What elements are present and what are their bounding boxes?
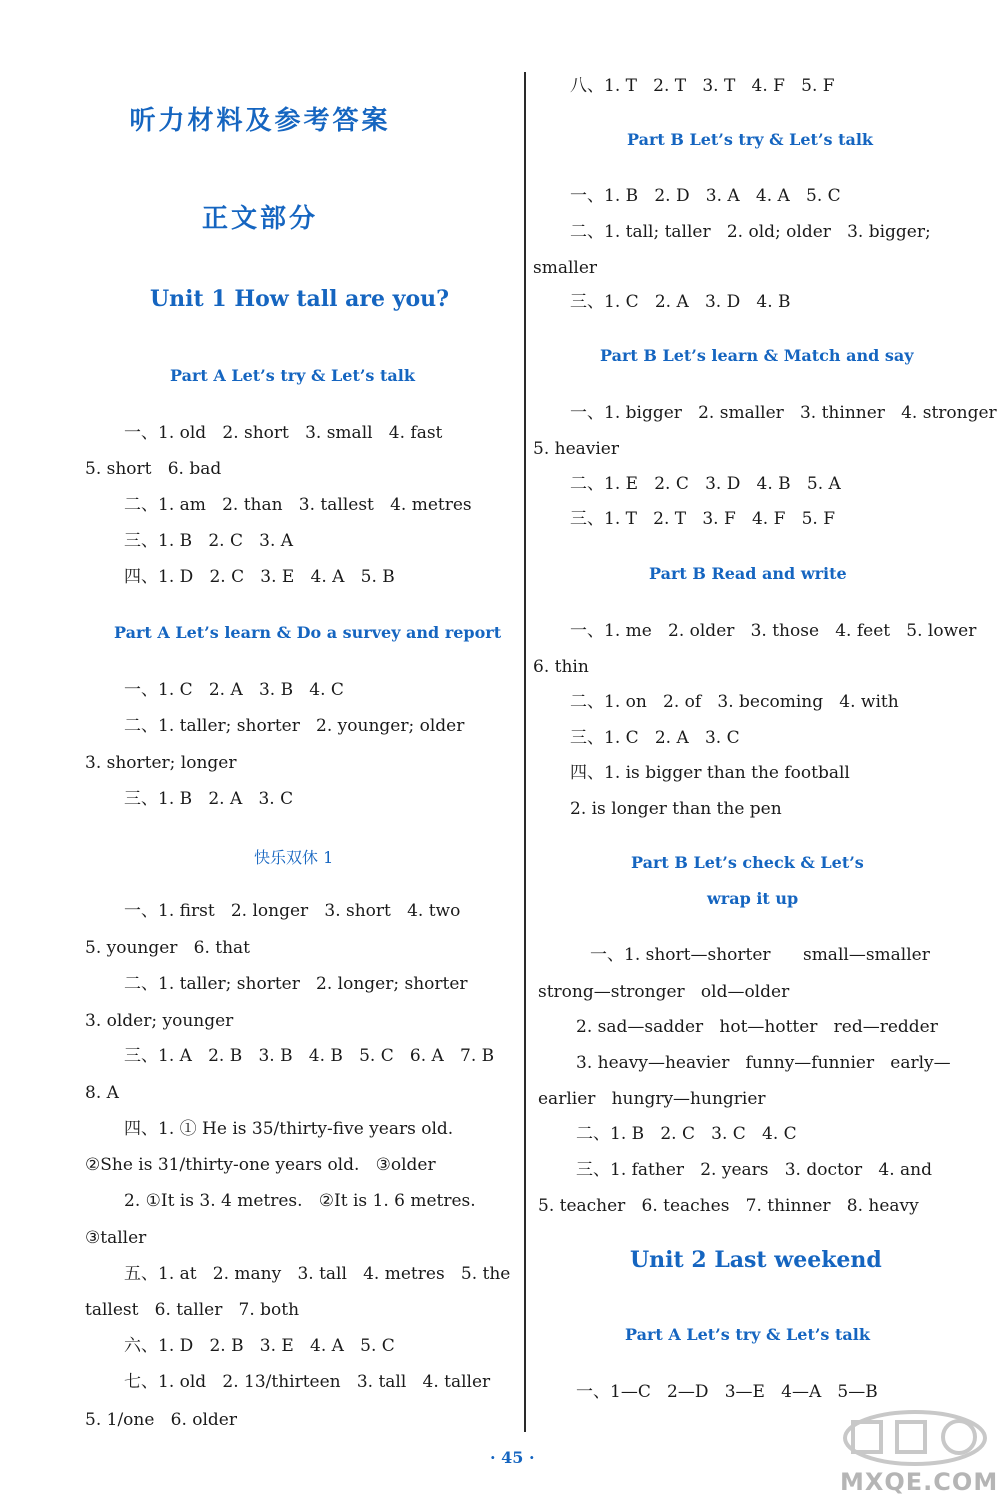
answer-line: strong—stronger old—older bbox=[538, 982, 790, 1002]
answer-line: 一、1. short—shorter small—smaller bbox=[590, 945, 930, 965]
answer-line: 2. is longer than the pen bbox=[570, 799, 782, 819]
answer-line: 六、1. D 2. B 3. E 4. A 5. C bbox=[124, 1336, 395, 1356]
answer-line: 七、1. old 2. 13/thirteen 3. tall 4. taller bbox=[124, 1372, 491, 1392]
unit-1-title: Unit 1 How tall are you? bbox=[150, 286, 450, 312]
answer-line: 5. 1/one 6. older bbox=[85, 1410, 237, 1430]
answer-line: 三、1. C 2. A 3. C bbox=[570, 728, 740, 748]
section-heading-cont: wrap it up bbox=[707, 889, 799, 908]
answer-line: 二、1. B 2. C 3. C 4. C bbox=[576, 1124, 797, 1144]
answer-line: tallest 6. taller 7. both bbox=[85, 1300, 300, 1320]
answer-line: smaller bbox=[533, 258, 598, 278]
section-heading: Part B Let’s check & Let’s bbox=[631, 853, 864, 872]
answer-line: 3. older; younger bbox=[85, 1011, 234, 1031]
section-heading: Part B Read and write bbox=[649, 564, 847, 583]
answer-line: 二、1. E 2. C 3. D 4. B 5. A bbox=[570, 474, 841, 494]
answer-line: 二、1. tall; taller 2. old; older 3. bigger; bbox=[570, 222, 931, 242]
unit-2-title: Unit 2 Last weekend bbox=[630, 1247, 882, 1273]
watermark-text: MXQE.COM bbox=[840, 1468, 999, 1496]
answer-line: 5. younger 6. that bbox=[85, 938, 251, 958]
answer-line: 2. sad—sadder hot—hotter red—redder bbox=[576, 1017, 938, 1037]
answer-line: 三、1. B 2. A 3. C bbox=[124, 789, 294, 809]
section-heading: Part A Let’s try & Let’s talk bbox=[170, 366, 415, 385]
answer-line: 8. A bbox=[85, 1083, 119, 1103]
answer-line: 三、1. A 2. B 3. B 4. B 5. C 6. A 7. B bbox=[124, 1046, 495, 1066]
page-title: 听力材料及参考答案 bbox=[129, 106, 391, 136]
answer-line: 5. heavier bbox=[533, 439, 619, 459]
answer-line: 二、1. am 2. than 3. tallest 4. metres bbox=[124, 495, 472, 515]
section-heading: Part A Let’s try & Let’s talk bbox=[625, 1325, 870, 1344]
answer-line: ③taller bbox=[85, 1228, 147, 1248]
answer-line: 三、1. father 2. years 3. doctor 4. and bbox=[576, 1160, 932, 1180]
answer-line: 3. shorter; longer bbox=[85, 753, 237, 773]
answer-line: 一、1. me 2. older 3. those 4. feet 5. lower bbox=[570, 621, 977, 641]
answer-line: 三、1. B 2. C 3. A bbox=[124, 531, 294, 551]
answer-line: 一、1. first 2. longer 3. short 4. two bbox=[124, 901, 461, 921]
answer-line: 一、1. old 2. short 3. small 4. fast bbox=[124, 423, 443, 443]
answer-line: 5. short 6. bad bbox=[85, 459, 222, 479]
answer-line: 五、1. at 2. many 3. tall 4. metres 5. the bbox=[124, 1264, 511, 1284]
answer-line: 四、1. ① He is 35/thirty-five years old. bbox=[124, 1119, 454, 1139]
section-heading: Part A Let’s learn & Do a survey and report bbox=[114, 623, 502, 642]
answer-line: 二、1. taller; shorter 2. longer; shorter bbox=[124, 974, 468, 994]
answer-line: 三、1. C 2. A 3. D 4. B bbox=[570, 292, 791, 312]
answer-line: earlier hungry—hungrier bbox=[538, 1089, 766, 1109]
page-number: · 45 · bbox=[490, 1448, 535, 1467]
page-subtitle: 正文部分 bbox=[201, 204, 318, 234]
answer-line: 2. ①It is 3. 4 metres. ②It is 1. 6 metres. bbox=[124, 1191, 476, 1211]
answer-line: 6. thin bbox=[533, 657, 589, 677]
answer-line: 3. heavy—heavier funny—funnier early— bbox=[576, 1053, 951, 1073]
answer-line: 一、1. C 2. A 3. B 4. C bbox=[124, 680, 344, 700]
column-divider bbox=[524, 72, 526, 1432]
answer-line: 二、1. on 2. of 3. becoming 4. with bbox=[570, 692, 899, 712]
answer-line: 四、1. D 2. C 3. E 4. A 5. B bbox=[124, 567, 395, 587]
answer-line: 5. teacher 6. teaches 7. thinner 8. heavy bbox=[538, 1196, 919, 1216]
answer-line: 一、1. bigger 2. smaller 3. thinner 4. stronger bbox=[570, 403, 997, 423]
section-heading: Part B Let’s learn & Match and say bbox=[600, 346, 914, 365]
answer-line: 八、1. T 2. T 3. T 4. F 5. F bbox=[570, 76, 835, 96]
section-heading: 快乐双休 1 bbox=[254, 848, 334, 867]
answer-line: 一、1. B 2. D 3. A 4. A 5. C bbox=[570, 186, 841, 206]
answer-line: 三、1. T 2. T 3. F 4. F 5. F bbox=[570, 509, 836, 529]
answer-line: 二、1. taller; shorter 2. younger; older bbox=[124, 716, 465, 736]
section-heading: Part B Let’s try & Let’s talk bbox=[627, 130, 874, 149]
answer-line: 四、1. is bigger than the football bbox=[570, 763, 850, 783]
answer-line: 一、1—C 2—D 3—E 4—A 5—B bbox=[576, 1382, 878, 1402]
answer-line: ②She is 31/thirty-one years old. ③older bbox=[85, 1155, 436, 1175]
